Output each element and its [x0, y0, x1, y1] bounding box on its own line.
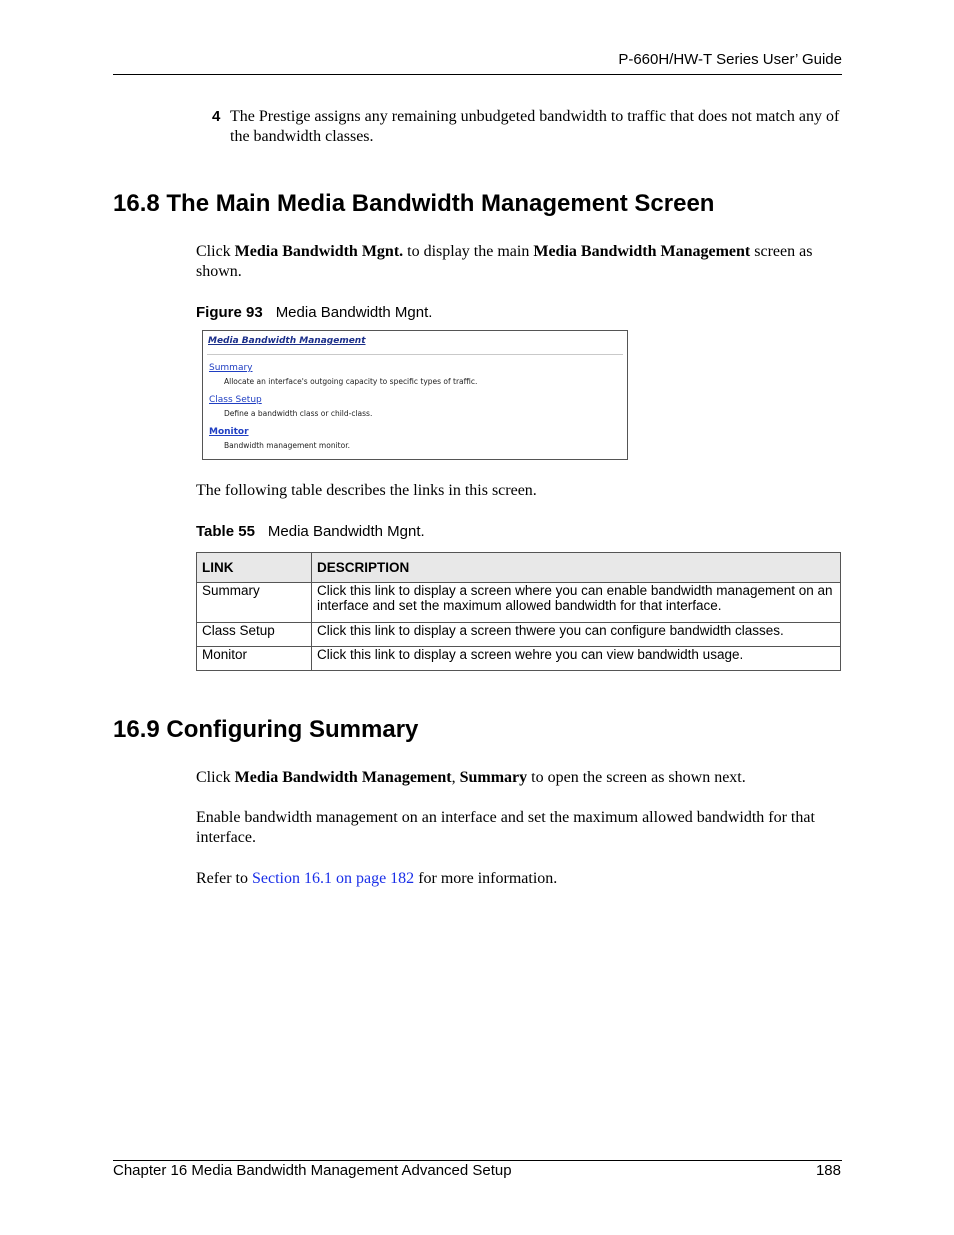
table-cell-link: Monitor: [197, 647, 312, 671]
section-16-9-p1: Click Media Bandwidth Management, Summary to open the screen as shown next.: [196, 769, 746, 786]
table-cell-link: Summary: [197, 583, 312, 623]
figure-link-monitor-desc: Bandwidth management monitor.: [224, 441, 350, 450]
figure-screen-title: Media Bandwidth Management: [208, 336, 366, 346]
footer-page-number: 188: [815, 1162, 841, 1179]
figure-link-class-setup-desc: Define a bandwidth class or child-class.: [224, 409, 373, 418]
figure-link-monitor[interactable]: Monitor: [209, 427, 249, 437]
section-16-8-intro: Click Media Bandwidth Mgnt. to display the main Media Bandwidth Management screen as shown.: [196, 243, 813, 280]
table-cell-description: Click this link to display a screen wehre you can view bandwidth usage.: [312, 647, 841, 671]
step-number: 4: [212, 108, 221, 125]
table-row: [197, 583, 841, 623]
footer-rule: [113, 1160, 842, 1161]
figure-link-summary[interactable]: Summary: [209, 363, 253, 373]
table-row: [197, 647, 841, 671]
table-header-description: DESCRIPTION: [312, 553, 841, 583]
table-cell-description: Click this link to display a screen where you can enable bandwidth management on an interface and set the maximum allowed bandwidth for that interface.: [312, 583, 841, 623]
figure-title-divider: [207, 354, 623, 355]
section-heading-16-9: 16.9 Configuring Summary: [113, 716, 419, 743]
footer-chapter: Chapter 16 Media Bandwidth Management Advanced Setup: [113, 1162, 512, 1179]
table-cell-description: Click this link to display a screen thwere you can configure bandwidth classes.: [312, 623, 841, 647]
step-text: The Prestige assigns any remaining unbudgeted bandwidth to traffic that does not match any of the bandwidth classes.: [230, 108, 840, 145]
links-table: [196, 552, 841, 671]
table-row: [197, 623, 841, 647]
table-caption: Table 55 Media Bandwidth Mgnt.: [196, 523, 425, 540]
running-header: P-660H/HW-T Series User’ Guide: [618, 51, 842, 68]
figure-caption: Figure 93 Media Bandwidth Mgnt.: [196, 304, 433, 321]
figure-media-bandwidth-screen: [202, 330, 628, 460]
table-intro: The following table describes the links in this screen.: [196, 482, 537, 499]
cross-reference-link[interactable]: Section 16.1 on page 182: [251, 870, 415, 887]
figure-link-class-setup[interactable]: Class Setup: [209, 395, 262, 405]
section-16-9-p2: Enable bandwidth management on an interface and set the maximum allowed bandwidth for that interface.: [196, 809, 815, 846]
figure-link-summary-desc: Allocate an interface's outgoing capacity to specific types of traffic.: [224, 377, 478, 386]
section-heading-16-8: 16.8 The Main Media Bandwidth Management Screen: [113, 190, 715, 217]
header-rule: [113, 74, 842, 75]
table-header-row: [197, 553, 841, 583]
table-cell-link: Class Setup: [197, 623, 312, 647]
section-16-9-p3: Refer to Section 16.1 on page 182 for more information.: [196, 870, 558, 887]
table-header-link: LINK: [197, 553, 312, 583]
